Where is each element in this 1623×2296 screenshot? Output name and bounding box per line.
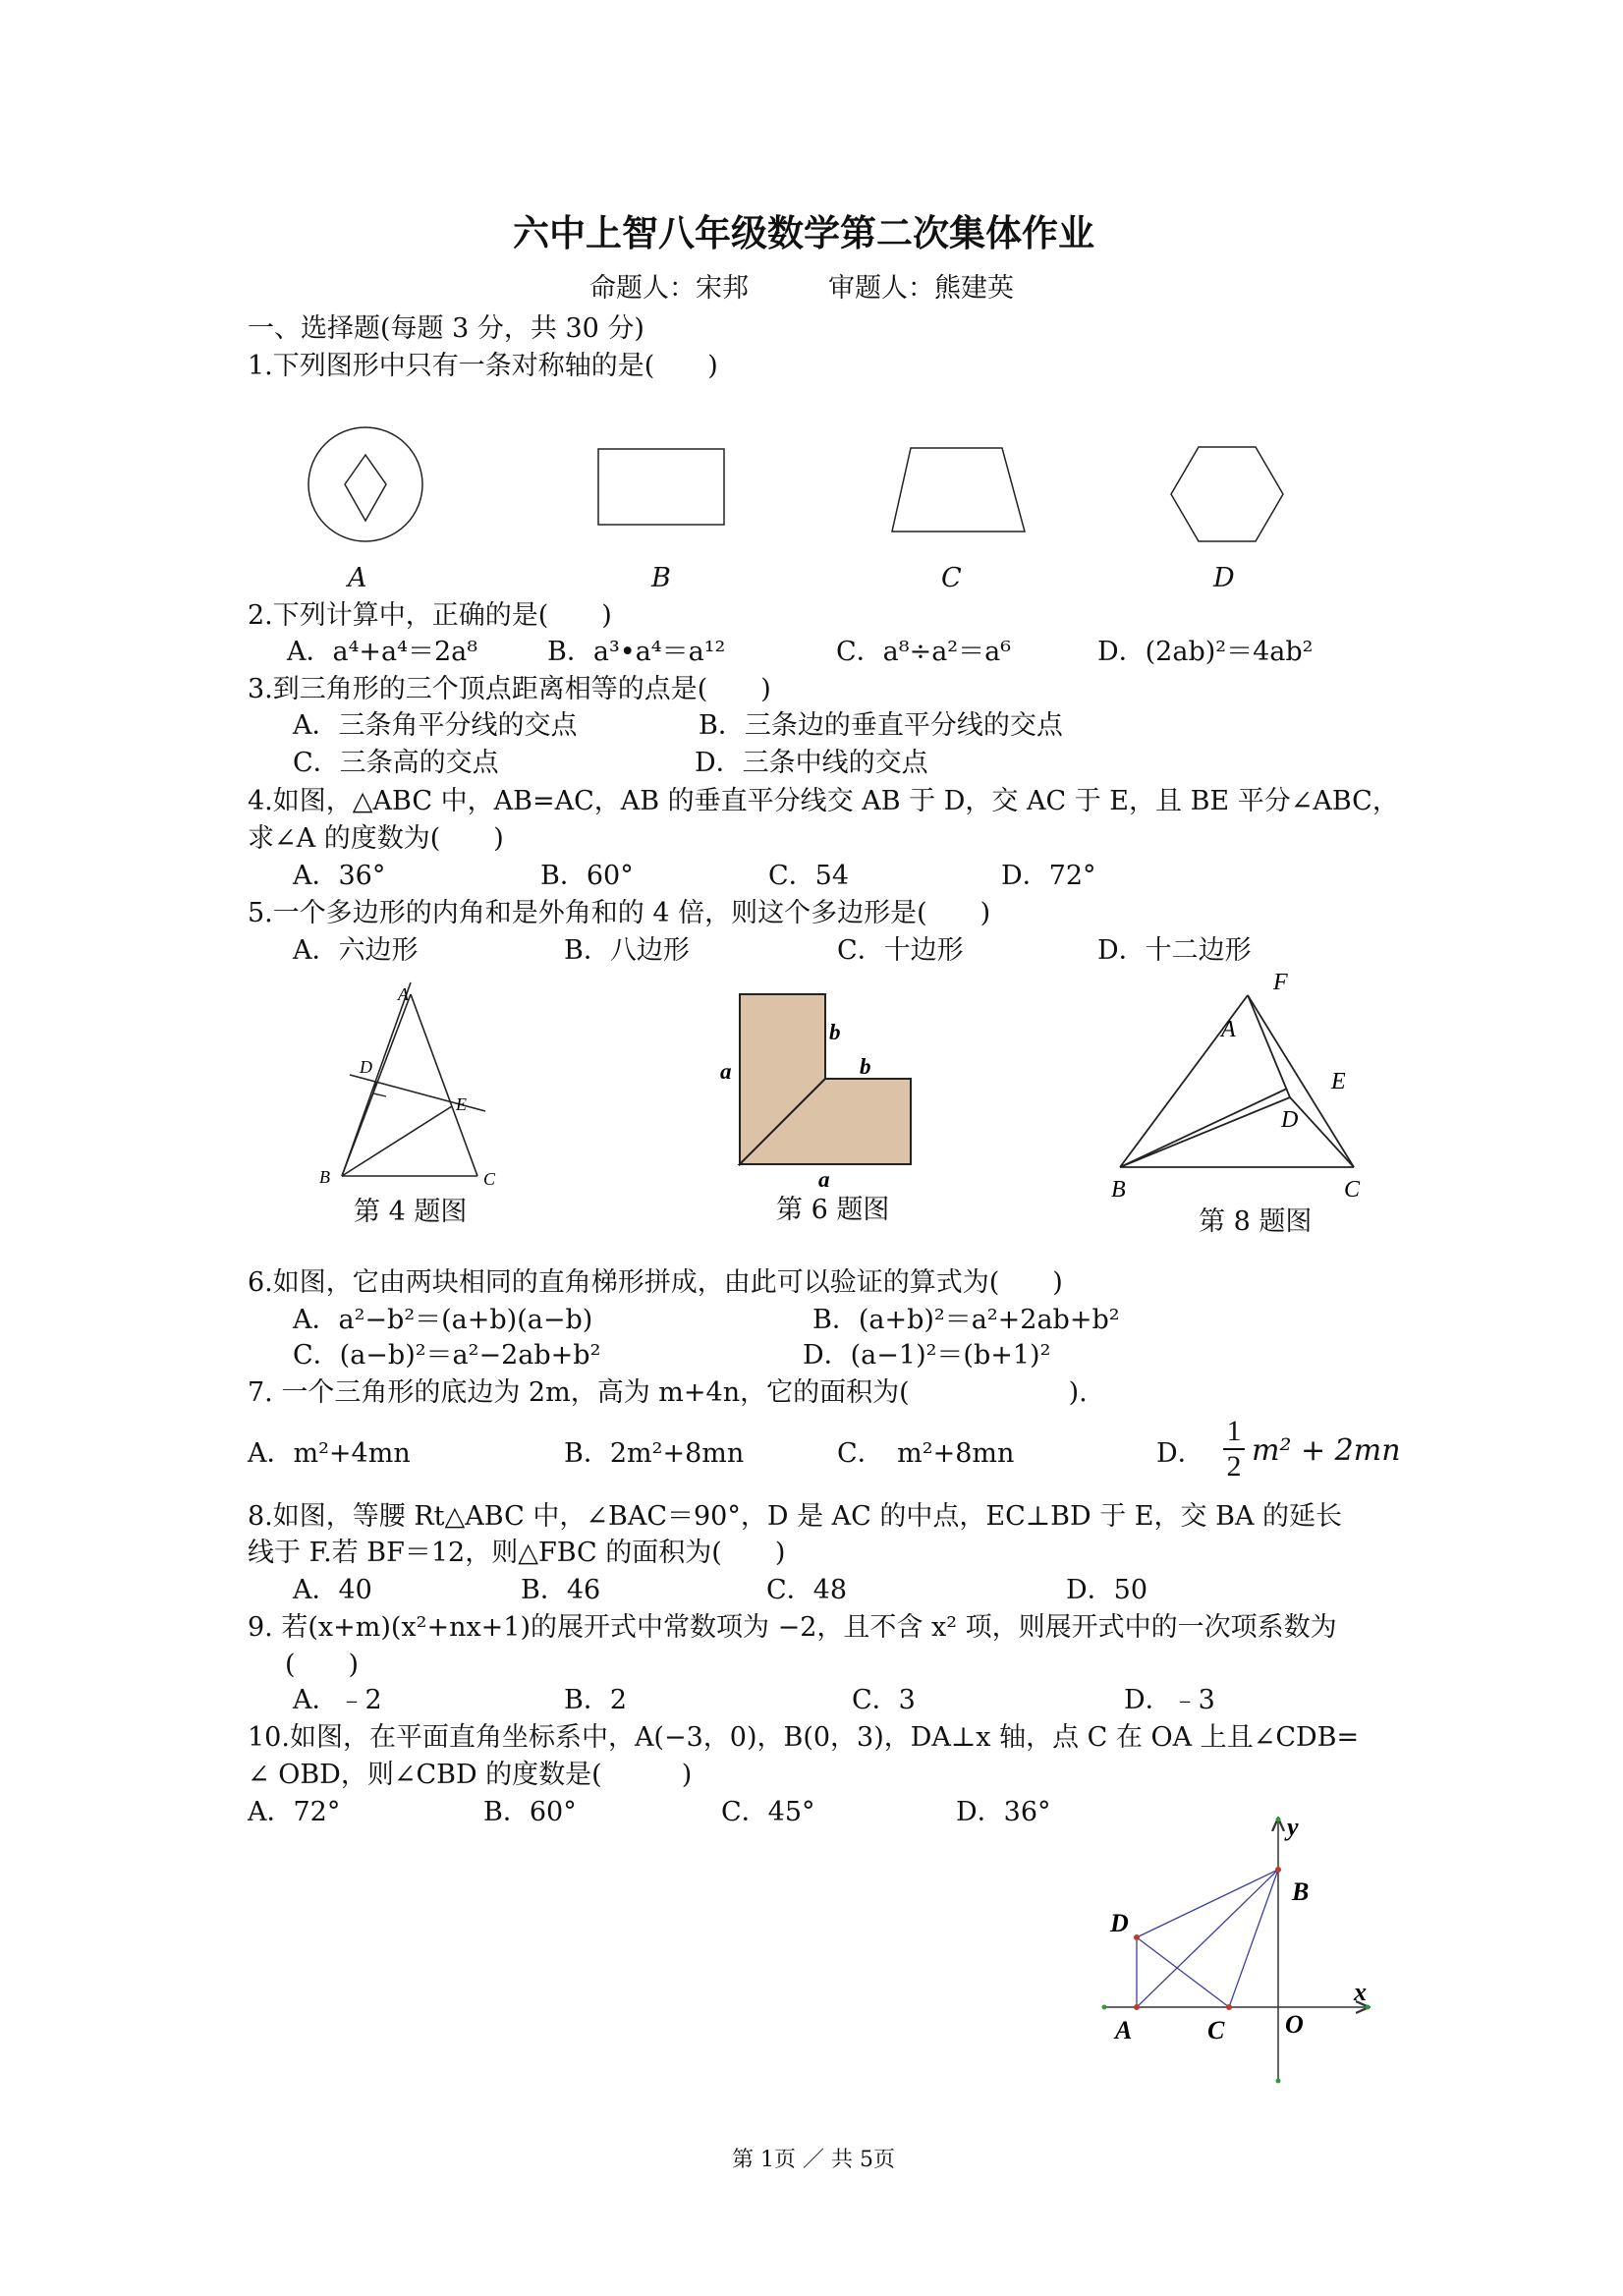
figure-4 bbox=[314, 982, 511, 1194]
q1-shape-a bbox=[308, 427, 422, 541]
q2-option-c: C．a⁸÷a²＝a⁶ bbox=[836, 637, 1012, 667]
figure-8 bbox=[1100, 968, 1361, 1204]
fig6-label-b-mid: b bbox=[860, 1054, 871, 1079]
q4-option-b: B．60° bbox=[540, 861, 634, 891]
q8-option-b: B．46 bbox=[521, 1575, 601, 1605]
q2-option-d: D．(2ab)²＝4ab² bbox=[1097, 637, 1314, 667]
q10-stem-line2: ∠ OBD，则∠CBD 的度数是( ) bbox=[248, 1760, 693, 1790]
q10-option-c: C．45° bbox=[721, 1797, 815, 1827]
q9-option-c: C．3 bbox=[852, 1685, 916, 1715]
fig10-label-o: O bbox=[1285, 2010, 1304, 2039]
q7-option-a: A．m²+4mn bbox=[248, 1438, 411, 1469]
q7-option-d-prefix: D． bbox=[1156, 1438, 1204, 1469]
fig6-caption: 第 6 题图 bbox=[776, 1195, 890, 1225]
q8-stem-line1: 8.如图，等腰 Rt△ABC 中，∠BAC＝90°，D 是 AC 的中点，EC⊥BD 于 E，交 BA 的延长 bbox=[248, 1501, 1343, 1532]
q7-option-d-rest: m² + 2mn bbox=[1252, 1433, 1401, 1468]
q6-option-b: B．(a+b)²＝a²+2ab+b² bbox=[812, 1305, 1120, 1335]
q2-option-b: B．a³•a⁴＝a¹² bbox=[547, 637, 726, 667]
q9-option-b: B．2 bbox=[564, 1685, 628, 1715]
fig4-label-e: E bbox=[456, 1094, 467, 1114]
q2-option-a: A．a⁴+a⁴＝2a⁸ bbox=[287, 637, 478, 667]
q9-option-d: D．﹣3 bbox=[1124, 1685, 1215, 1715]
q5-option-d: D．十二边形 bbox=[1097, 935, 1252, 966]
q4-option-a: A．36° bbox=[293, 861, 386, 891]
q3-option-d: D．三条中线的交点 bbox=[695, 748, 928, 778]
q1-stem: 1.下列图形中只有一条对称轴的是( ) bbox=[248, 351, 718, 381]
fig4-label-c: C bbox=[483, 1169, 496, 1189]
fig10-label-c: C bbox=[1207, 2016, 1225, 2044]
q6-option-a: A．a²−b²＝(a+b)(a−b) bbox=[293, 1305, 593, 1335]
authors-line: 命题人：宋邦 审题人：熊建英 bbox=[589, 273, 1014, 304]
fig4-label-b: B bbox=[319, 1167, 330, 1187]
q8-stem-line2: 线于 F.若 BF＝12，则△FBC 的面积为( ) bbox=[248, 1538, 786, 1568]
fig8-label-b: B bbox=[1111, 1177, 1126, 1203]
q1-label-c: C bbox=[941, 563, 962, 593]
fraction-denominator: 2 bbox=[1226, 1450, 1242, 1483]
q7-stem: 7. 一个三角形的底边为 2m，高为 m+4n，它的面积为( ). bbox=[248, 1377, 1088, 1408]
fig4-caption: 第 4 题图 bbox=[354, 1197, 468, 1227]
fig10-label-b: B bbox=[1292, 1877, 1310, 1906]
fig10-label-x: x bbox=[1354, 1978, 1367, 2006]
q5-option-a: A．六边形 bbox=[293, 935, 419, 966]
q5-stem: 5.一个多边形的内角和是外角和的 4 倍，则这个多边形是( ) bbox=[248, 898, 991, 928]
q10-option-a: A．72° bbox=[248, 1797, 341, 1827]
q2-stem: 2.下列计算中，正确的是( ) bbox=[248, 600, 612, 631]
fig8-label-e: E bbox=[1331, 1069, 1346, 1094]
q4-stem-line2: 求∠A 的度数为( ) bbox=[248, 823, 504, 854]
q4-stem-line1: 4.如图，△ABC 中，AB=AC，AB 的垂直平分线交 AB 于 D，交 AC 于 E，且 BE 平分∠ABC， bbox=[248, 786, 1399, 816]
q10-option-d: D．36° bbox=[956, 1797, 1051, 1827]
q9-stem-line1: 9. 若(x+m)(x²+nx+1)的展开式中常数项为 −2，且不含 x² 项，则展开式中的一次项系数为 bbox=[248, 1612, 1337, 1643]
q3-option-b: B．三条边的垂直平分线的交点 bbox=[699, 710, 1063, 741]
q1-label-d: D bbox=[1213, 563, 1235, 593]
q7-option-b: B．2m²+8mn bbox=[564, 1438, 745, 1469]
q8-option-d: D．50 bbox=[1066, 1575, 1148, 1605]
fig6-label-a-bottom: a bbox=[818, 1167, 830, 1192]
q1-shape-b bbox=[598, 449, 724, 525]
q8-option-a: A．40 bbox=[293, 1575, 372, 1605]
q7-option-c: C． m²+8mn bbox=[837, 1438, 1015, 1469]
figure-6 bbox=[707, 982, 923, 1208]
q5-option-c: C．十边形 bbox=[837, 935, 964, 966]
q4-option-c: C．54 bbox=[768, 861, 850, 891]
fig10-label-y: y bbox=[1287, 1813, 1299, 1841]
fig8-label-d: D bbox=[1281, 1107, 1299, 1133]
fig8-caption: 第 8 题图 bbox=[1199, 1206, 1313, 1237]
q6-option-c: C．(a−b)²＝a²−2ab+b² bbox=[293, 1340, 601, 1371]
q1-label-a: A bbox=[348, 563, 367, 593]
fig10-label-d: D bbox=[1110, 1909, 1129, 1937]
q6-option-d: D．(a−1)²＝(b+1)² bbox=[803, 1340, 1051, 1371]
q10-stem-line1: 10.如图，在平面直角坐标系中，A(−3，0)，B(0，3)，DA⊥x 轴，点 C 在 OA 上且∠CDB= bbox=[248, 1722, 1360, 1753]
fraction-numerator: 1 bbox=[1226, 1415, 1242, 1447]
fig6-label-a-left: a bbox=[720, 1059, 732, 1084]
q9-stem-line2: ( ) bbox=[285, 1650, 360, 1680]
fig4-label-a: A bbox=[398, 984, 409, 1004]
fig8-label-a: A bbox=[1221, 1017, 1236, 1042]
section-heading: 一、选择题(每题 3 分，共 30 分) bbox=[248, 313, 644, 344]
q1-shape-d bbox=[1171, 447, 1283, 541]
fig6-label-b-top: b bbox=[829, 1020, 841, 1044]
q1-shape-c bbox=[892, 448, 1025, 532]
fig10-label-a: A bbox=[1115, 2016, 1133, 2044]
q3-option-a: A．三条角平分线的交点 bbox=[293, 710, 578, 741]
q7-option-d-fraction bbox=[1221, 1415, 1247, 1484]
page-footer: 第 1页 ／ 共 5页 bbox=[732, 2148, 895, 2172]
fig4-label-d: D bbox=[360, 1057, 372, 1077]
q3-option-c: C．三条高的交点 bbox=[293, 748, 499, 778]
q6-stem: 6.如图，它由两块相同的直角梯形拼成，由此可以验证的算式为( ) bbox=[248, 1267, 1063, 1298]
q1-shapes bbox=[0, 422, 1623, 619]
q1-label-b: B bbox=[651, 563, 671, 593]
fig8-label-f: F bbox=[1273, 970, 1288, 995]
q4-option-d: D．72° bbox=[1001, 861, 1096, 891]
q10-option-b: B．60° bbox=[483, 1797, 577, 1827]
q9-option-a: A．﹣2 bbox=[293, 1685, 382, 1715]
page-title: 六中上智八年级数学第二次集体作业 bbox=[513, 212, 1094, 254]
q5-option-b: B．八边形 bbox=[564, 935, 690, 966]
q8-option-c: C．48 bbox=[766, 1575, 848, 1605]
figure-10 bbox=[1091, 1808, 1367, 2102]
fig8-label-c: C bbox=[1344, 1177, 1361, 1203]
q3-stem: 3.到三角形的三个顶点距离相等的点是( ) bbox=[248, 674, 771, 704]
